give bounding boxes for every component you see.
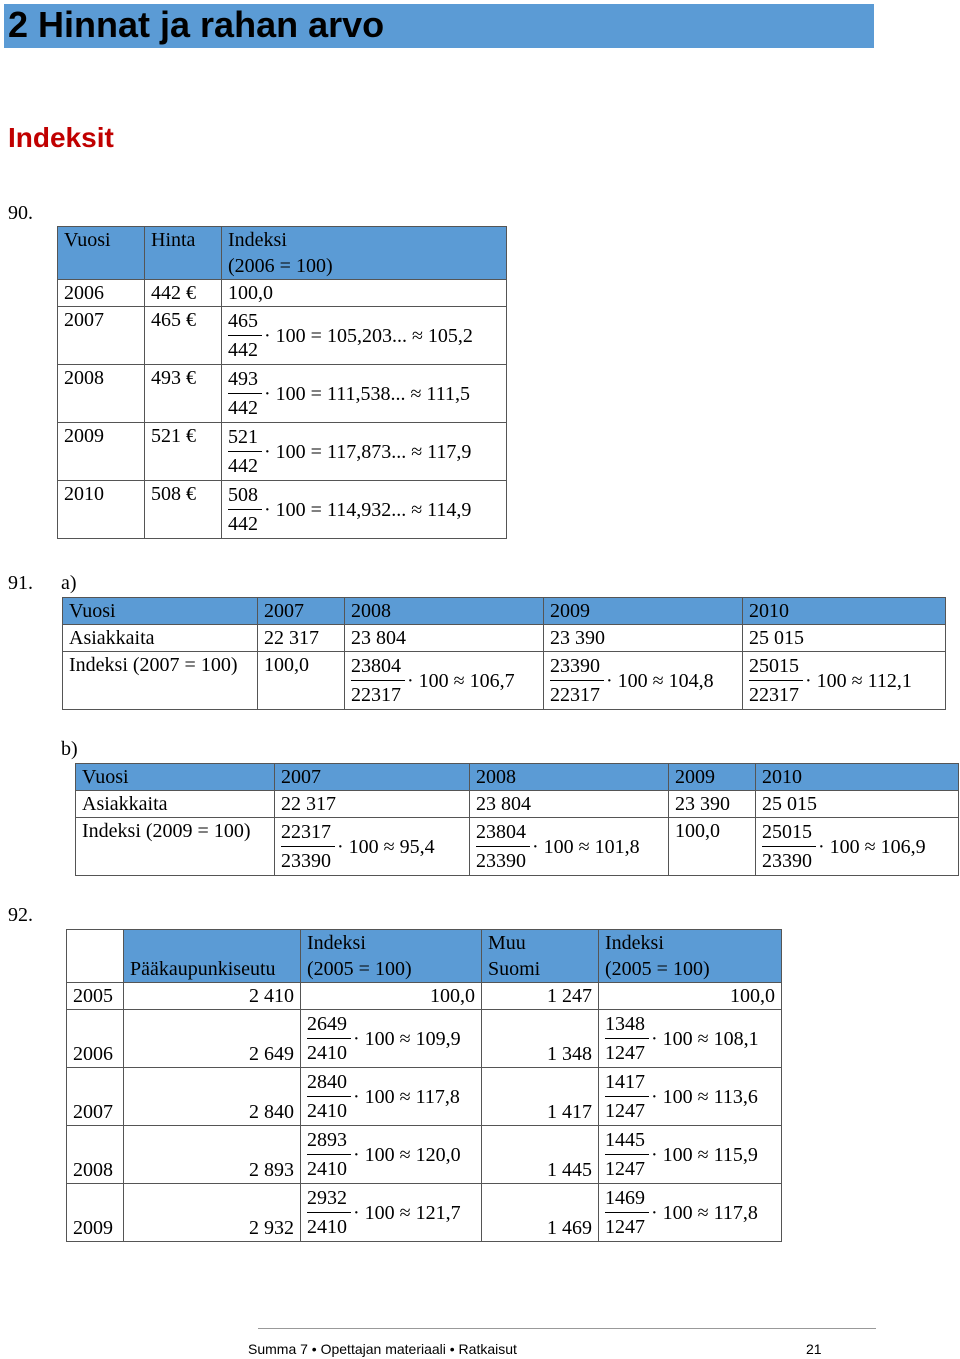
table-cell: 493 € (145, 365, 222, 423)
index-label: Indeksi (2009 = 100) (76, 818, 275, 876)
index-formula: $\frac{2840}{2410}$ · 100 ≈ 117,8 (301, 1068, 482, 1126)
table-cell: 100,0 (301, 983, 482, 1010)
index-label: Indeksi (2007 = 100) (63, 652, 258, 710)
table-cell: 2006 (58, 280, 145, 307)
page-number: 21 (806, 1341, 822, 1357)
table-cell: 2007 (67, 1068, 124, 1126)
table-cell: 2 932 (124, 1184, 301, 1242)
index-formula: $\frac{25015}{22317}$ · 100 ≈ 112,1 (743, 652, 946, 710)
exercise-number-92: 92. (8, 904, 33, 926)
table-cell: 2009 (58, 423, 145, 481)
table-cell: 465 € (145, 307, 222, 365)
table-cell: 2010 (58, 481, 145, 539)
table-ex91b (75, 763, 959, 876)
header-2010: 2010 (756, 764, 959, 791)
header-2007: 2007 (275, 764, 470, 791)
header-region: Pääkaupunkiseutu (124, 930, 301, 983)
table-cell: 100,0 (222, 280, 507, 307)
index-formula: $\frac{508}{442}$ · 100 = 114,932... ≈ 114,9 (222, 481, 507, 539)
table-cell: 508 € (145, 481, 222, 539)
table-cell: 1 469 (482, 1184, 599, 1242)
index-formula: $\frac{2649}{2410}$ · 100 ≈ 109,9 (301, 1010, 482, 1068)
index-formula: $\frac{23390}{22317}$ · 100 ≈ 104,8 (544, 652, 743, 710)
table-ex92 (66, 929, 782, 1242)
header-year: Vuosi (76, 764, 275, 791)
header-2008: 2008 (345, 598, 544, 625)
table-cell: 2 649 (124, 1010, 301, 1068)
index-formula: $\frac{1445}{1247}$ · 100 ≈ 115,9 (599, 1126, 782, 1184)
table-cell: 25 015 (743, 625, 946, 652)
table-cell: Asiakkaita (63, 625, 258, 652)
header-price: Hinta (145, 227, 222, 280)
index-formula: $\frac{493}{442}$ · 100 = 111,538... ≈ 111,5 (222, 365, 507, 423)
section-title: Indeksit (8, 122, 114, 153)
footer-text: Summa 7 • Opettajan materiaali • Ratkaisut (248, 1341, 517, 1357)
part-label-a: a) (61, 572, 77, 594)
table-cell: 100,0 (669, 818, 756, 876)
header-empty (67, 930, 124, 983)
table-cell: 23 390 (669, 791, 756, 818)
table-cell: 22 317 (275, 791, 470, 818)
table-cell: 22 317 (258, 625, 345, 652)
index-formula: $\frac{1348}{1247}$ · 100 ≈ 108,1 (599, 1010, 782, 1068)
header-index2: Indeksi (2005 = 100) (599, 930, 782, 983)
table-cell: 442 € (145, 280, 222, 307)
index-formula: $\frac{465}{442}$ · 100 = 105,203... ≈ 105,2 (222, 307, 507, 365)
header-2007: 2007 (258, 598, 345, 625)
index-formula: $\frac{1469}{1247}$ · 100 ≈ 117,8 (599, 1184, 782, 1242)
table-cell: 1 348 (482, 1010, 599, 1068)
table-cell: 23 390 (544, 625, 743, 652)
table-cell: 521 € (145, 423, 222, 481)
header-2010: 2010 (743, 598, 946, 625)
index-formula: $\frac{25015}{23390}$ · 100 ≈ 106,9 (756, 818, 959, 876)
header-year: Vuosi (63, 598, 258, 625)
table-cell: 23 804 (345, 625, 544, 652)
header-year: Vuosi (58, 227, 145, 280)
header-2009: 2009 (669, 764, 756, 791)
table-cell: 1 445 (482, 1126, 599, 1184)
header-2008: 2008 (470, 764, 669, 791)
index-formula: $\frac{521}{442}$ · 100 = 117,873... ≈ 117,9 (222, 423, 507, 481)
table-ex91a (62, 597, 946, 710)
table-cell: 100,0 (258, 652, 345, 710)
table-cell: 2009 (67, 1184, 124, 1242)
table-cell: 2005 (67, 983, 124, 1010)
table-cell: Asiakkaita (76, 791, 275, 818)
header-other: Muu Suomi (482, 930, 599, 983)
table-cell: 100,0 (599, 983, 782, 1010)
index-formula: $\frac{23804}{23390}$ · 100 ≈ 101,8 (470, 818, 669, 876)
footer-divider (258, 1328, 876, 1329)
table-cell: 23 804 (470, 791, 669, 818)
exercise-number-90: 90. (8, 202, 33, 224)
header-2009: 2009 (544, 598, 743, 625)
table-cell: 25 015 (756, 791, 959, 818)
part-label-b: b) (61, 738, 78, 760)
table-cell: 2006 (67, 1010, 124, 1068)
table-cell: 2008 (67, 1126, 124, 1184)
table-ex90 (57, 226, 507, 539)
exercise-number-91: 91. (8, 572, 33, 594)
table-cell: 1 247 (482, 983, 599, 1010)
index-formula: $\frac{23804}{22317}$ · 100 ≈ 106,7 (345, 652, 544, 710)
chapter-title: 2 Hinnat ja rahan arvo (8, 4, 385, 45)
table-cell: 2008 (58, 365, 145, 423)
index-formula: $\frac{2932}{2410}$ · 100 ≈ 121,7 (301, 1184, 482, 1242)
index-formula: $\frac{2893}{2410}$ · 100 ≈ 120,0 (301, 1126, 482, 1184)
table-cell: 2 893 (124, 1126, 301, 1184)
header-index: Indeksi (2006 = 100) (222, 227, 507, 280)
table-cell: 2 410 (124, 983, 301, 1010)
header-index1: Indeksi (2005 = 100) (301, 930, 482, 983)
table-cell: 2 840 (124, 1068, 301, 1126)
table-cell: 2007 (58, 307, 145, 365)
index-formula: $\frac{22317}{23390}$ · 100 ≈ 95,4 (275, 818, 470, 876)
index-formula: $\frac{1417}{1247}$ · 100 ≈ 113,6 (599, 1068, 782, 1126)
table-cell: 1 417 (482, 1068, 599, 1126)
